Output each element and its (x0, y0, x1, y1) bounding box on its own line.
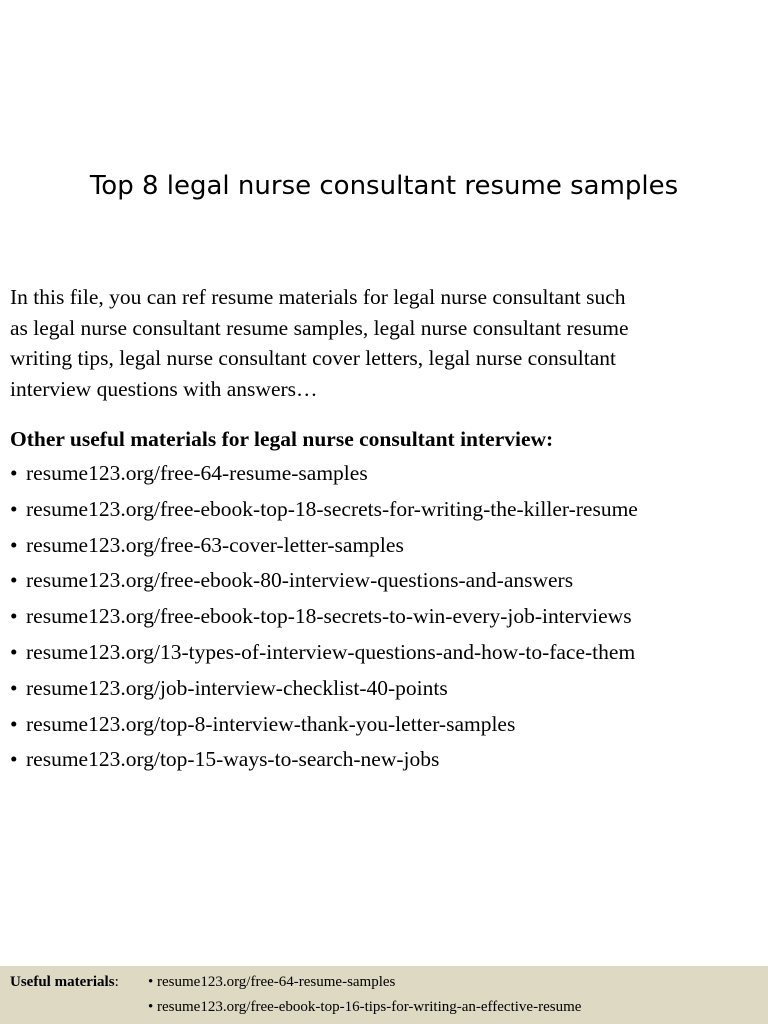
footer-label-text: Useful materials (10, 974, 115, 990)
footer-label-colon: : (114, 974, 119, 990)
list-item (10, 744, 638, 780)
bullet-icon: • (10, 711, 18, 736)
intro-line: writing tips, legal nurse consultant cover letters, legal nurse consultant (10, 346, 617, 370)
list-item (10, 494, 638, 530)
footer-bar (0, 966, 768, 1024)
intro-line: In this file, you can ref resume materials for legal nurse consultant such (10, 285, 626, 309)
list-item (10, 530, 638, 566)
other-materials-heading: Other useful materials for legal nurse consultant interview: (10, 427, 554, 451)
list-item (10, 673, 638, 709)
resource-link[interactable]: resume123.org/top-8-interview-thank-you-letter-samples (26, 711, 516, 736)
page-title: Top 8 legal nurse consultant resume samples (89, 171, 679, 201)
footer-link[interactable]: • resume123.org/free-ebook-top-16-tips-for-writing-an-effective-resume (148, 999, 582, 1015)
footer-link[interactable]: • resume123.org/free-64-resume-samples (148, 974, 396, 990)
list-item (10, 709, 638, 745)
resource-link[interactable]: resume123.org/free-ebook-top-18-secrets-for-writing-the-killer-resume (26, 496, 638, 521)
bullet-icon: • (10, 604, 18, 629)
list-item (10, 458, 638, 494)
resource-link[interactable]: resume123.org/top-15-ways-to-search-new-jobs (26, 747, 440, 772)
intro-line: interview questions with answers… (10, 376, 318, 401)
bullet-icon: • (10, 675, 18, 700)
resource-link[interactable]: resume123.org/free-64-resume-samples (26, 461, 368, 485)
resource-link[interactable]: resume123.org/job-interview-checklist-40-points (26, 675, 448, 700)
intro-paragraph (10, 282, 762, 404)
resource-link[interactable]: resume123.org/free-ebook-80-interview-questions-and-answers (26, 568, 574, 593)
intro-line: as legal nurse consultant resume samples, legal nurse consultant resume (10, 315, 629, 340)
bullet-icon: • (10, 532, 18, 557)
list-item (10, 565, 638, 601)
footer-label (10, 971, 119, 993)
bullet-icon: • (10, 568, 18, 593)
bullet-icon: • (10, 747, 18, 772)
bullet-icon: • (10, 639, 18, 664)
materials-link-list (10, 458, 638, 780)
resource-link[interactable]: resume123.org/13-types-of-interview-questions-and-how-to-face-them (26, 639, 636, 664)
bullet-icon: • (10, 461, 18, 485)
resource-link[interactable]: resume123.org/free-ebook-top-18-secrets-to-win-every-job-interviews (26, 604, 632, 629)
bullet-icon: • (10, 496, 18, 521)
list-item (10, 601, 638, 637)
resource-link[interactable]: resume123.org/free-63-cover-letter-samples (26, 532, 404, 557)
list-item (10, 637, 638, 673)
